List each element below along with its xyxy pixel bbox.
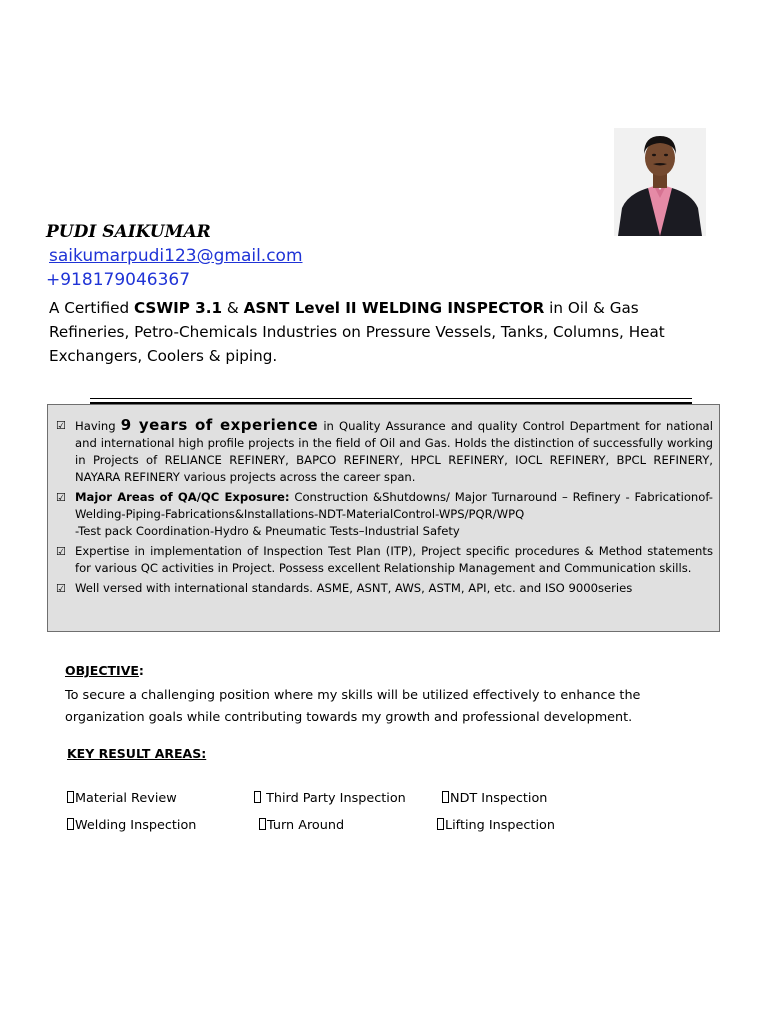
objective-heading-colon: :: [138, 663, 144, 678]
kra-item-label: Turn Around: [267, 818, 345, 833]
highlight-experience-years: 9 years of experience: [120, 416, 319, 434]
check-box-icon: ☑: [56, 419, 66, 432]
kra-item-label: Third Party Inspection: [262, 791, 406, 806]
kra-item-label: Material Review: [75, 791, 177, 806]
highlight-experience-post: in Quality Assurance and quality Control Department for national and international high profile projects in the field of Oil and Gas. Holds the distinction of successfully working in Projects of RELIANCE REFINERY, BAPCO REFINERY, HPCL REFINERY, IOCL REFINERY, BPCL REFINERY, NAYARA REFINERY various projects across the career span.: [75, 419, 713, 484]
key-result-areas-heading: KEY RESULT AREAS:: [67, 746, 207, 761]
box-icon: [259, 818, 266, 830]
kra-item-third-party-inspection: [254, 791, 406, 806]
box-icon: [437, 818, 444, 830]
profile-photo: [614, 128, 706, 236]
box-icon: [67, 818, 74, 830]
kra-item-welding-inspection: [67, 818, 196, 833]
highlight-itp-text: Expertise in implementation of Inspection Test Plan (ITP), Project specific procedures & Method statements for various QC activities in Project. Possess excellent Relationship Management and Communication skills.: [75, 544, 713, 575]
profile-highlights-box: [47, 404, 720, 632]
objective-heading-text: OBJECTIVE: [65, 663, 139, 678]
objective-text: To secure a challenging position where my skills will be utilized effectively to enhance the organization goals while contributing towards my growth and professional development.: [65, 688, 641, 725]
check-box-icon: ☑: [56, 491, 66, 504]
phone-number: +918179046367: [46, 270, 191, 290]
kra-item-turn-around: [259, 818, 344, 833]
kra-item-lifting-inspection: [437, 818, 555, 833]
summary-cert-asnt: ASNT Level II WELDING INSPECTOR: [243, 299, 545, 317]
candidate-name: PUDI SAIKUMAR: [46, 222, 211, 242]
highlight-experience: [56, 417, 713, 486]
highlight-qa-qc-exposure: [56, 489, 713, 540]
highlight-qa-qc-line1: Construction &Shutdowns/ Major Turnaround – Refinery - Fabricationof-Welding-Piping-Fabrications&Installations-NDT-MaterialControl-WPS/PQR/WPQ: [75, 490, 713, 521]
summary-text-1: A Certified: [49, 299, 134, 317]
kra-item-label: Welding Inspection: [75, 818, 197, 833]
professional-summary: [49, 296, 719, 368]
kra-item-material-review: [67, 791, 177, 806]
check-box-icon: ☑: [56, 545, 66, 558]
email-link[interactable]: saikumarpudi123@gmail.com: [49, 246, 303, 266]
highlight-qa-qc-line2: -Test pack Coordination-Hydro & Pneumatic Tests–Industrial Safety: [75, 524, 460, 538]
kra-item-label: Lifting Inspection: [445, 818, 555, 833]
check-box-icon: ☑: [56, 582, 66, 595]
objective-heading: [65, 663, 144, 678]
highlight-standards: [56, 580, 713, 597]
box-icon: [442, 791, 449, 803]
highlight-qa-qc-heading: Major Areas of QA/QC Exposure:: [75, 490, 290, 504]
kra-item-ndt-inspection: [442, 791, 547, 806]
summary-cert-cswip: CSWIP 3.1: [133, 299, 223, 317]
highlight-itp-expertise: [56, 543, 713, 577]
box-icon: [67, 791, 74, 803]
kra-item-label: NDT Inspection: [450, 791, 548, 806]
highlight-experience-pre: Having: [75, 419, 121, 433]
box-icon: [254, 791, 261, 803]
highlight-standards-text: Well versed with international standards. ASME, ASNT, AWS, ASTM, API, etc. and ISO 9000series: [75, 581, 633, 595]
summary-text-3: in Oil & Gas Refineries, Petro-Chemicals Industries on Pressure Vessels, Tanks, Columns, Heat Exchangers, Coolers & piping.: [49, 299, 665, 365]
summary-text-2: &: [222, 299, 244, 317]
